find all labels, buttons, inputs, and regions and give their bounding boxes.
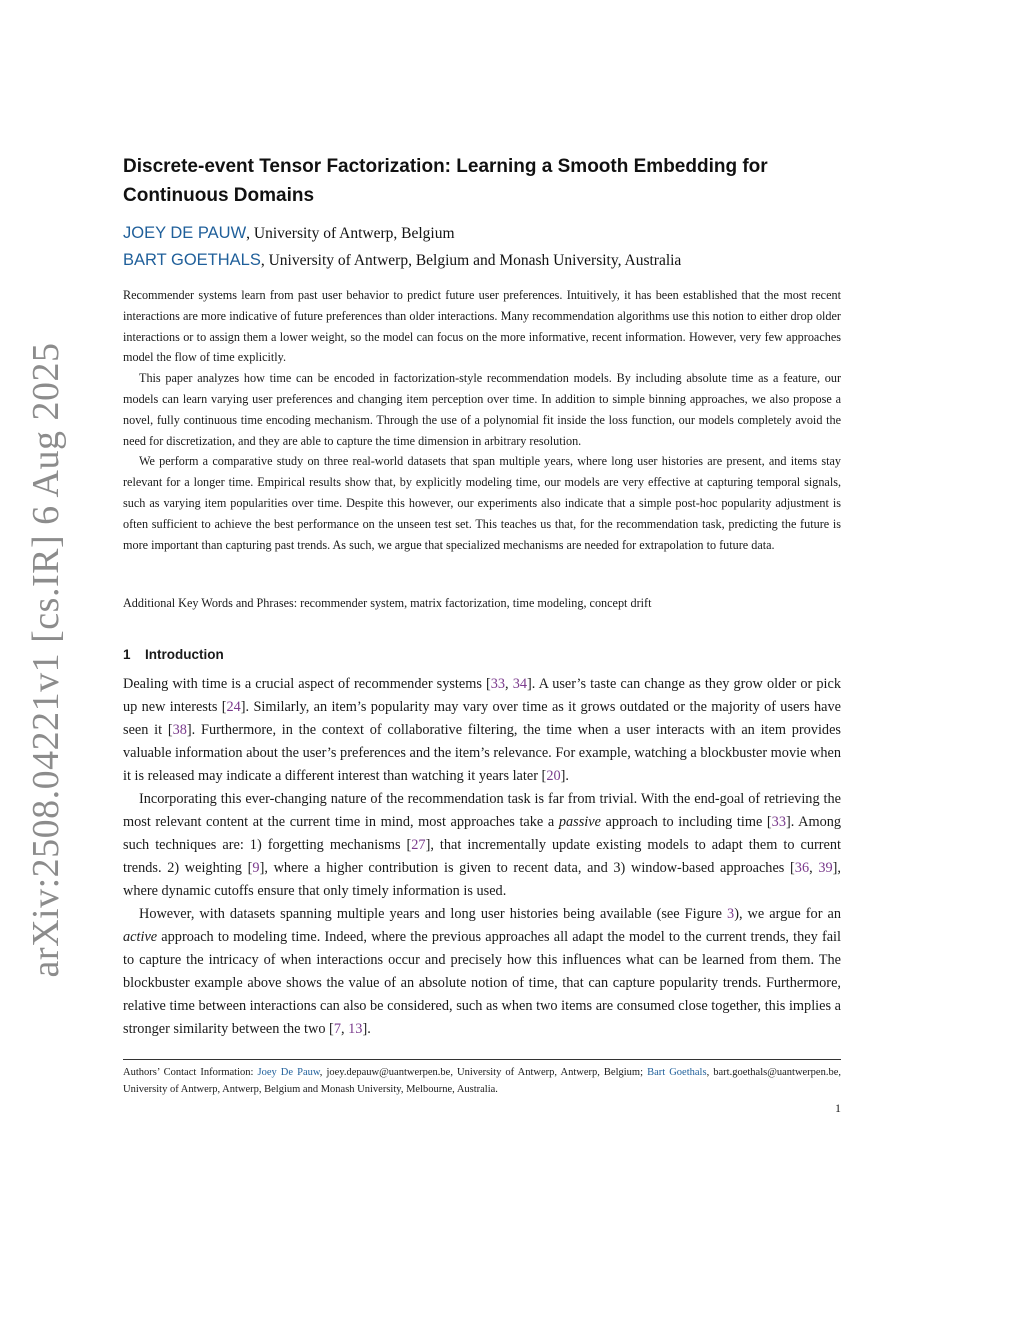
author-2 bbox=[123, 250, 841, 271]
author-2-link[interactable]: Bart Goethals bbox=[647, 1067, 707, 1078]
text: , bbox=[809, 860, 819, 876]
author-1-link[interactable]: Joey De Pauw bbox=[257, 1067, 320, 1078]
section-number: 1 bbox=[123, 647, 131, 662]
text: However, with datasets spanning multiple years and long user histories being available (see Figure bbox=[139, 906, 728, 922]
text: , bart.goethals@uantwerpen.be, University of Antwerp, Antwerp, Belgium and Monash University, Melbourne, Australia. bbox=[123, 1067, 842, 1095]
section-heading bbox=[123, 645, 841, 665]
text: ]. Among such techniques are: 1) forgetting mechanisms [ bbox=[123, 814, 842, 853]
keywords: Additional Key Words and Phrases: recommender system, matrix factorization, time modeling, concept drift bbox=[123, 596, 652, 610]
author-1-name[interactable]: JOEY DE PAUW bbox=[123, 224, 247, 242]
text: ]. Similarly, an item’s popularity may vary over time as it grows outdated or the majority of users have seen it [ bbox=[123, 699, 841, 738]
author-2-name[interactable]: BART GOETHALS bbox=[123, 251, 261, 269]
text: ]. Furthermore, in the context of collaborative filtering, the time when a user interacts with an item provides valuable information about the user’s preferences and the item’s relevance. For example, watching a blockbuster movie when it is released may indicate a different interest than watching it years later [ bbox=[123, 722, 841, 784]
intro-paragraph-1 bbox=[123, 673, 841, 788]
text: Authors’ Contact Information: bbox=[123, 1067, 258, 1078]
emphasis: passive bbox=[558, 814, 601, 830]
text: ], that incrementally update existing models to adapt them to current trends. 2) weighting [ bbox=[123, 837, 841, 876]
text: Dealing with time is a crucial aspect of recommender systems [ bbox=[123, 676, 491, 692]
page-number: 1 bbox=[835, 1101, 841, 1115]
abstract-paragraph-1: Recommender systems learn from past user behavior to predict future user preferences. Intuitively, it has been established that the most recent interactions are more indicative of future preferences than older interactions. Many recommendation algorithms use this notion to either drop older interactions or to assign them a lower weight, so the model can focus on the more informative, recent information. However, very few approaches model the flow of time explicitly. bbox=[123, 288, 841, 365]
citation-link[interactable]: 38 bbox=[172, 722, 187, 738]
intro-paragraph-3 bbox=[123, 903, 841, 1041]
author-1-affiliation: , University of Antwerp, Belgium bbox=[246, 225, 455, 242]
text: ]. bbox=[362, 1021, 371, 1037]
text: , bbox=[340, 1021, 349, 1037]
text: ]. bbox=[560, 768, 569, 784]
text: , bbox=[505, 676, 513, 692]
emphasis: active bbox=[123, 929, 158, 945]
footnote-divider bbox=[123, 1059, 841, 1060]
text: ], where a higher contribution is given to recent data, and 3) window-based approaches [ bbox=[259, 860, 795, 876]
figure-reference-link[interactable]: 3 bbox=[727, 906, 735, 922]
citation-link[interactable]: 33 bbox=[490, 676, 506, 692]
citation-link[interactable]: 34 bbox=[512, 676, 527, 692]
citation-link[interactable]: 33 bbox=[771, 814, 786, 830]
arxiv-identifier-stamp: arXiv:2508.04221v1 [cs.IR] 6 Aug 2025 bbox=[25, 342, 67, 978]
paper-title: Discrete-event Tensor Factorization: Learning a Smooth Embedding for Continuous Domains bbox=[123, 156, 768, 206]
abstract bbox=[123, 285, 841, 555]
author-1 bbox=[123, 223, 841, 244]
citation-link[interactable]: 24 bbox=[226, 699, 241, 715]
text: , joey.depauw@uantwerpen.be, University of Antwerp, Antwerp, Belgium; bbox=[319, 1067, 648, 1078]
intro-paragraph-2 bbox=[123, 788, 841, 903]
text: ]. A user’s taste can change as they grow older or pick up new interests [ bbox=[123, 676, 841, 715]
section-title: Introduction bbox=[145, 647, 224, 662]
citation-link[interactable]: 7 bbox=[333, 1021, 341, 1037]
author-2-affiliation: , University of Antwerp, Belgium and Monash University, Australia bbox=[260, 252, 682, 269]
abstract-paragraph-3: We perform a comparative study on three real-world datasets that span multiple years, where long user histories are present, and items stay relevant for a longer time. Empirical results show that, by explicitly modeling time, our models are very effective at capturing temporal signals, such as varying item popularities over time. Despite this however, our experiments also indicate that a simple post-hoc popularity adjustment is often sufficient to achieve the best performance on the unseen test set. This teaches us that, for the recommendation task, predicting the future is more important than capturing past trends. As such, we argue that specialized mechanisms are needed for extrapolation to future data. bbox=[123, 454, 841, 552]
text: approach to including time [ bbox=[600, 814, 772, 830]
citation-link[interactable]: 13 bbox=[348, 1021, 363, 1037]
abstract-paragraph-2: This paper analyzes how time can be encoded in factorization-style recommendation models. By including absolute time as a feature, our models can learn varying user preferences and changing item perception over time. In addition to simple binning approaches, we also propose a novel, fully continuous time encoding mechanism. Through the use of a polynomial fit inside the loss function, our models completely avoid the need for discretization, and they are able to capture the time dimension in arbitrary resolution. bbox=[123, 371, 841, 448]
introduction-body bbox=[123, 673, 841, 1041]
text: ), we argue for an bbox=[734, 906, 841, 922]
citation-link[interactable]: 36 bbox=[794, 860, 810, 876]
text: ], where dynamic cutoffs ensure that only timely information is used. bbox=[123, 860, 841, 899]
author-contact-footnote bbox=[123, 1064, 841, 1098]
text: approach to modeling time. Indeed, where the previous approaches all adapt the model to the current trends, they fail to capture the intricacy of when interactions occur and precisely how this influences what can be learned from them. The blockbuster example above shows the value of an absolute notion of time, that can capture popularity trends. Furthermore, relative time between interactions can also be considered, such as when two items are consumed close together, this implies a stronger similarity between the two [ bbox=[123, 929, 841, 1037]
citation-link[interactable]: 27 bbox=[411, 837, 426, 853]
text: Incorporating this ever-changing nature of the recommendation task is far from trivial. With the end-goal of retrieving the most relevant content at the current time in mind, most approaches take a bbox=[123, 791, 841, 830]
citation-link[interactable]: 20 bbox=[546, 768, 561, 784]
citation-link[interactable]: 39 bbox=[818, 860, 833, 876]
citation-link[interactable]: 9 bbox=[252, 860, 260, 876]
